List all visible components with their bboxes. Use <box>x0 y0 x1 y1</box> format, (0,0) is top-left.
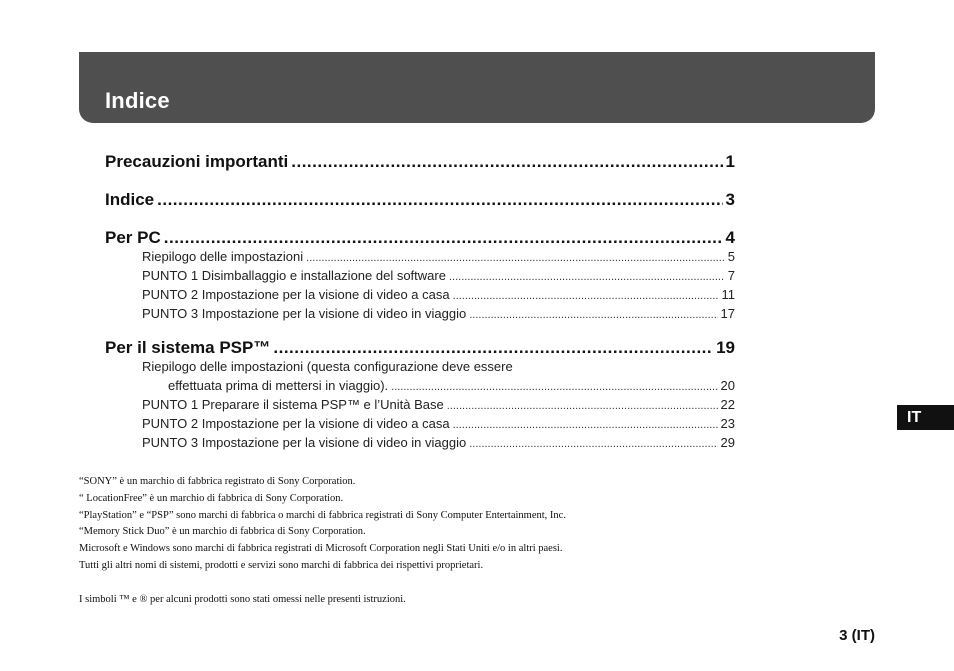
toc-entry-page: 1 <box>725 152 735 171</box>
toc-subentry-page: 29 <box>720 435 735 450</box>
toc-subentry-title: PUNTO 3 Impostazione per la visione di video in viaggio <box>142 435 467 450</box>
toc-group <box>105 145 735 179</box>
symbols-note: I simboli ™ e ® per alcuni prodotti sono stati omessi nelle presenti istruzioni. <box>79 593 406 605</box>
trademark-note: “Memory Stick Duo” è un marchio di fabbrica di Sony Corporation. <box>79 526 366 538</box>
toc-subentry-page: 5 <box>727 249 735 264</box>
toc-group <box>105 221 735 325</box>
toc-subentry-title: PUNTO 2 Impostazione per la visione di video a casa <box>142 416 450 431</box>
toc-subentry[interactable] <box>105 435 735 454</box>
toc-subentry[interactable] <box>105 249 735 268</box>
toc-entry-title: Per PC <box>105 228 161 247</box>
dot-leader <box>164 228 723 248</box>
trademark-notes <box>79 474 859 608</box>
toc-subentry-title: PUNTO 1 Preparare il sistema PSP™ e l’Unità Base <box>142 397 444 412</box>
trademark-note: “PlayStation” e “PSP” sono marchi di fabbrica o marchi di fabbrica registrati di Sony Computer Entertainment, Inc. <box>79 509 566 521</box>
trademark-note: “SONY” è un marchio di fabbrica registrato di Sony Corporation. <box>79 476 356 487</box>
toc-subentry-continuation[interactable] <box>105 378 735 397</box>
page-number: 3 (IT) <box>839 627 875 644</box>
dot-leader <box>469 438 717 450</box>
table-of-contents <box>105 145 735 458</box>
toc-subentry-page: 7 <box>727 268 735 283</box>
toc-group <box>105 183 735 217</box>
dot-leader <box>273 338 713 358</box>
toc-subentry-title-continuation: effettuata prima di mettersi in viaggio). <box>168 378 389 393</box>
toc-subentry[interactable] <box>105 397 735 416</box>
toc-subentry[interactable] <box>105 416 735 435</box>
toc-entry[interactable] <box>105 145 735 179</box>
trademark-note: “ LocationFree” è un marchio di fabbrica di Sony Corporation. <box>79 492 344 504</box>
trademark-note: Microsoft e Windows sono marchi di fabbrica registrati di Microsoft Corporation negli Stati Uniti e/o in altri paesi. <box>79 543 563 555</box>
dot-leader <box>306 252 725 264</box>
toc-group <box>105 331 735 454</box>
toc-subentry[interactable] <box>105 359 735 378</box>
toc-subentry-title: PUNTO 2 Impostazione per la visione di video a casa <box>142 287 450 302</box>
toc-entry-page: 3 <box>725 190 735 209</box>
toc-entry-title: Per il sistema PSP™ <box>105 338 271 357</box>
toc-entry[interactable] <box>105 183 735 217</box>
dot-leader <box>469 309 717 321</box>
toc-subentry[interactable] <box>105 268 735 287</box>
toc-subentry-title: PUNTO 1 Disimballaggio e installazione del software <box>142 268 446 283</box>
trademark-note: Tutti gli altri nomi di sistemi, prodotti e servizi sono marchi di fabbrica dei rispettivi proprietari. <box>79 559 484 571</box>
dot-leader <box>449 271 725 283</box>
toc-subentry-title: PUNTO 3 Impostazione per la visione di video in viaggio <box>142 306 467 321</box>
dot-leader <box>157 190 722 210</box>
spacer <box>79 575 859 592</box>
toc-subentry-title: Riepilogo delle impostazioni (questa configurazione deve essere <box>142 359 513 374</box>
toc-subentry-page: 22 <box>720 397 735 412</box>
toc-entry-title: Indice <box>105 190 155 209</box>
page-title: Indice <box>105 88 170 113</box>
toc-subentry-page: 23 <box>720 416 735 431</box>
toc-subentry-page: 17 <box>720 306 735 321</box>
dot-leader <box>291 152 722 172</box>
dot-leader <box>447 400 718 412</box>
dot-leader <box>453 290 719 302</box>
dot-leader <box>453 419 718 431</box>
toc-entry-page: 4 <box>725 228 735 247</box>
toc-subentry[interactable] <box>105 287 735 306</box>
toc-entry-title: Precauzioni importanti <box>105 152 289 171</box>
header-bar <box>79 52 875 123</box>
toc-subentry-title: Riepilogo delle impostazioni <box>142 249 304 264</box>
dot-leader <box>391 381 717 393</box>
toc-subentry[interactable] <box>105 306 735 325</box>
toc-entry-page: 19 <box>716 338 735 357</box>
toc-subentry-page: 20 <box>720 378 735 393</box>
language-tab: IT <box>897 405 954 430</box>
toc-subentry-page: 11 <box>721 287 735 302</box>
